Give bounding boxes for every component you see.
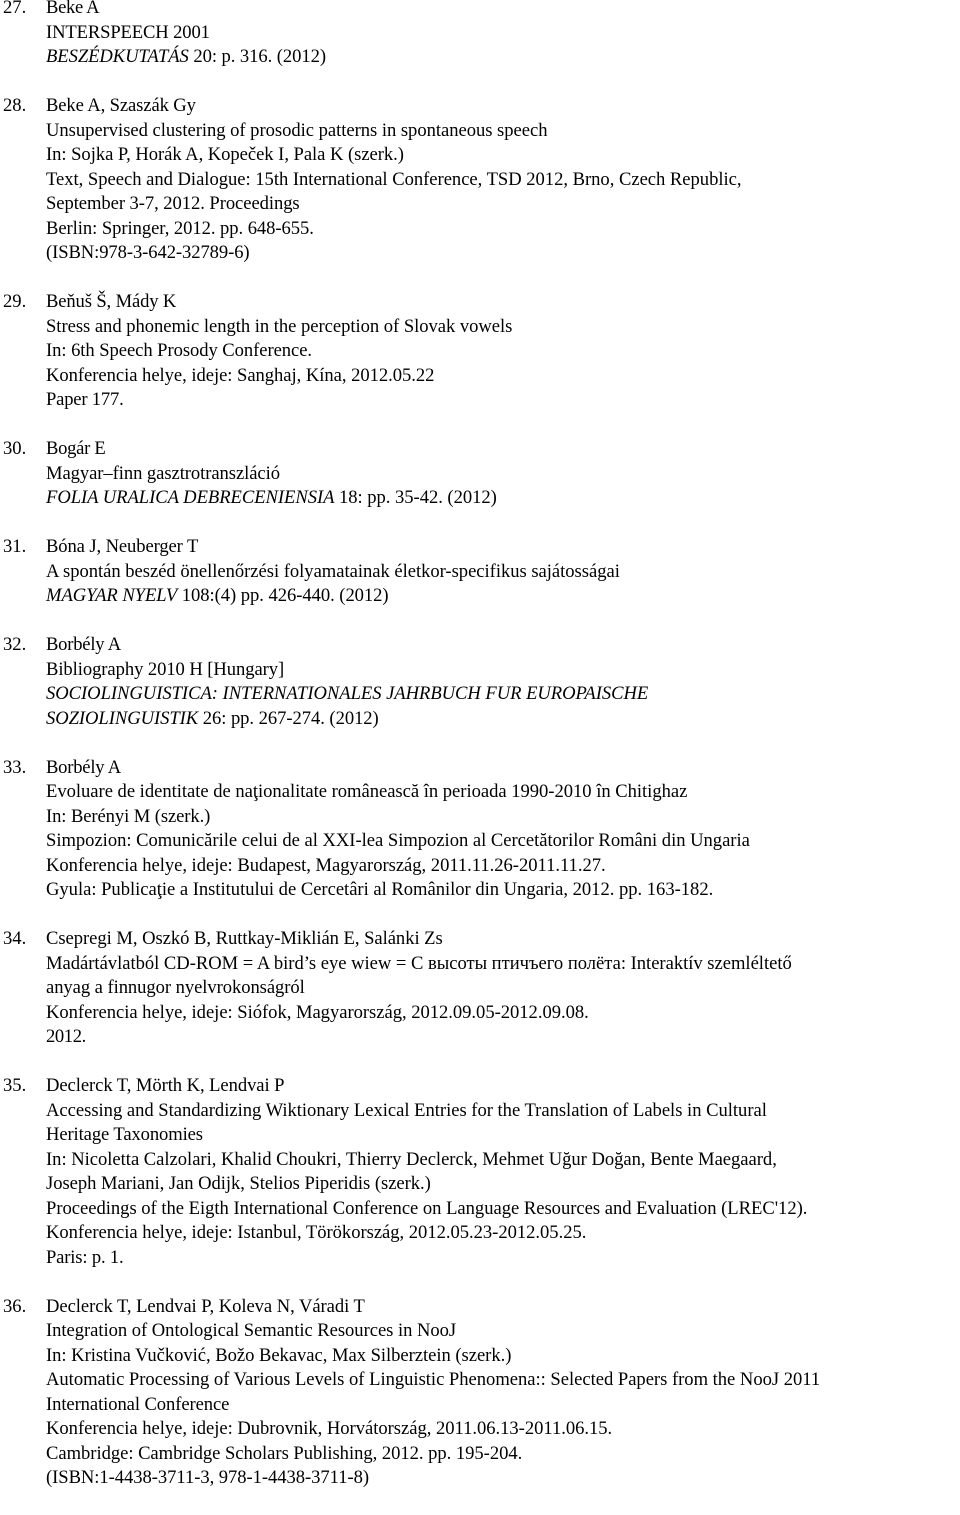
entry-number: 28. [3, 95, 27, 116]
entry-line [46, 143, 960, 168]
entry-line [46, 535, 960, 560]
entry-line [46, 1295, 960, 1320]
text-segment: Simpozion: Comunicările celui de al XXI-lea Simpozion al Cercetătorilor Români din Ungaria [46, 830, 750, 851]
entry-line [46, 1246, 960, 1271]
text-segment: (ISBN:978-3-642-32789-6) [46, 242, 250, 263]
entry-line [46, 560, 960, 585]
entry-lines [46, 1295, 960, 1491]
entry-line [46, 829, 960, 854]
entry-line [46, 364, 960, 389]
journal-title: BESZÉDKUTATÁS [46, 46, 189, 67]
entry-line [46, 658, 960, 683]
text-segment: Unsupervised clustering of prosodic patterns in spontaneous speech [46, 119, 548, 141]
entry-line [46, 780, 960, 805]
text-segment: Declerck T, Mörth K, Lendvai P [46, 1075, 285, 1096]
text-segment: Borbély A [46, 634, 121, 655]
entry-lines [46, 535, 960, 609]
text-segment: Magyar–finn gasztrotranszláció [46, 462, 280, 484]
text-segment: Text, Speech and Dialogue: 15th International Conference, TSD 2012, Brno, Czech Republic, [46, 168, 742, 190]
entry-line [46, 290, 960, 315]
bibliography-entry [0, 437, 960, 511]
entry-line [46, 976, 960, 1001]
entry-line [46, 756, 960, 781]
text-segment: 108:(4) pp. 426-440. (2012) [177, 585, 389, 606]
text-segment: Proceedings of the Eigth International Conference on Language Resources and Evaluation (LREC'12). [46, 1197, 808, 1219]
text-segment: 2012. [46, 1026, 86, 1047]
entry-line [46, 1319, 960, 1344]
entry-number: 35. [3, 1075, 27, 1096]
entry-number: 34. [3, 928, 27, 949]
text-segment: In: Nicoletta Calzolari, Khalid Choukri, Thierry Declerck, Mehmet Uğur Doğan, Bente Maegaard, [46, 1148, 777, 1170]
entry-line [46, 119, 960, 144]
text-segment: Gyula: Publicaţie a Institutului de Cercetâri al Românilor din Ungaria, 2012. pp. 163-182. [46, 879, 714, 900]
text-segment: Declerck T, Lendvai P, Koleva N, Váradi T [46, 1295, 365, 1317]
entry-line [46, 388, 960, 413]
bibliography-entry [0, 290, 960, 413]
text-segment: Accessing and Standardizing Wiktionary Lexical Entries for the Translation of Labels in Cultural [46, 1099, 767, 1121]
text-segment: Konferencia helye, ideje: Budapest, Magyarország, 2011.11.26-2011.11.27. [46, 854, 606, 876]
entry-line [46, 241, 960, 266]
entry-lines [46, 756, 960, 903]
entry-line [46, 1172, 960, 1197]
entry-line [46, 878, 960, 903]
text-segment: Borbély A [46, 756, 121, 778]
entry-lines [46, 633, 960, 731]
text-segment: 18: pp. 35-42. (2012) [334, 487, 497, 508]
entry-line [46, 1001, 960, 1026]
text-segment: In: Kristina Vučković, Božo Bekavac, Max Silberztein (szerk.) [46, 1344, 512, 1366]
journal-title: SOCIOLINGUISTICA: INTERNATIONALES JAHRBUCH FUR EUROPAISCHE [46, 683, 649, 704]
bibliography-entry [0, 927, 960, 1050]
entry-number: 32. [3, 634, 27, 655]
entry-line [46, 682, 960, 707]
entry-number: 29. [3, 291, 27, 312]
text-segment: Integration of Ontological Semantic Resources in NooJ [46, 1320, 457, 1341]
entry-number: 36. [3, 1295, 27, 1317]
text-segment: Automatic Processing of Various Levels of Linguistic Phenomena:: Selected Papers from the NooJ 2011 [46, 1369, 821, 1390]
journal-title: MAGYAR NYELV [46, 585, 178, 606]
entry-lines [46, 290, 960, 413]
entry-line [46, 339, 960, 364]
entry-lines [46, 0, 960, 70]
text-segment: Cambridge: Cambridge Scholars Publishing, 2012. pp. 195-204. [46, 1442, 523, 1464]
entry-number: 31. [3, 536, 27, 557]
entry-line [46, 486, 960, 511]
entry-line [46, 168, 960, 193]
entry-number: 30. [3, 438, 27, 459]
bibliography-entry [0, 1074, 960, 1270]
text-segment: In: 6th Speech Prosody Conference. [46, 340, 312, 361]
bibliography-entry [0, 633, 960, 731]
text-segment: September 3-7, 2012. Proceedings [46, 193, 300, 214]
entry-line [46, 584, 960, 609]
text-segment: In: Sojka P, Horák A, Kopeček I, Pala K (szerk.) [46, 144, 404, 165]
bibliography-entry [0, 0, 960, 70]
entry-line [46, 1197, 960, 1222]
entry-line [46, 1466, 960, 1491]
text-segment: Joseph Mariani, Jan Odijk, Stelios Piperidis (szerk.) [46, 1173, 431, 1194]
text-segment: In: Berényi M (szerk.) [46, 805, 211, 827]
entry-line [46, 462, 960, 487]
entry-line [46, 21, 960, 46]
text-segment: Konferencia helye, ideje: Sanghaj, Kína, 2012.05.22 [46, 364, 435, 386]
entry-line [46, 927, 960, 952]
entry-line [46, 45, 960, 70]
entry-line [46, 192, 960, 217]
entry-number: 27. [3, 0, 27, 18]
entry-line [46, 1221, 960, 1246]
entry-line [46, 1099, 960, 1124]
text-segment: Bogár E [46, 438, 106, 459]
text-segment: A spontán beszéd önellenőrzési folyamatainak életkor-specifikus sajátosságai [46, 560, 620, 582]
entry-lines [46, 437, 960, 511]
entry-lines [46, 94, 960, 266]
text-segment: Berlin: Springer, 2012. pp. 648-655. [46, 217, 314, 239]
entry-line [46, 1344, 960, 1369]
text-segment: INTERSPEECH 2001 [46, 21, 210, 43]
entry-line [46, 1417, 960, 1442]
text-segment: Beke A, Szaszák Gy [46, 95, 196, 116]
entry-line [46, 707, 960, 732]
entry-line [46, 854, 960, 879]
entry-line [46, 952, 960, 977]
bibliography-entry [0, 1295, 960, 1491]
entry-line [46, 217, 960, 242]
entry-line [46, 1368, 960, 1393]
entry-line [46, 1123, 960, 1148]
text-segment: Madártávlatból CD-ROM = A bird’s eye wiew = С высоты птичъего полёта: Interaktív szemléltető [46, 952, 792, 974]
text-segment: Beke A [46, 0, 100, 18]
text-segment: Csepregi M, Oszkó B, Ruttkay-Miklián E, Salánki Zs [46, 928, 443, 949]
entry-line [46, 0, 960, 21]
text-segment: Heritage Taxonomies [46, 1124, 203, 1145]
text-segment: International Conference [46, 1393, 230, 1415]
text-segment: Paris: p. 1. [46, 1246, 124, 1268]
text-segment: Bibliography 2010 H [Hungary] [46, 658, 285, 680]
entry-line [46, 633, 960, 658]
entry-line [46, 805, 960, 830]
bibliography-entry [0, 535, 960, 609]
entry-line [46, 437, 960, 462]
bibliography-entry [0, 94, 960, 266]
text-segment: Paper 177. [46, 389, 124, 410]
text-segment: Stress and phonemic length in the perception of Slovak vowels [46, 315, 513, 337]
entry-lines [46, 927, 960, 1050]
text-segment: Beňuš Š, Mády K [46, 291, 177, 312]
text-segment: (ISBN:1-4438-3711-3, 978-1-4438-3711-8) [46, 1467, 370, 1488]
text-segment: 20: p. 316. (2012) [188, 46, 327, 67]
entry-line [46, 1074, 960, 1099]
entry-lines [46, 1074, 960, 1270]
entry-line [46, 1025, 960, 1050]
entry-line [46, 1393, 960, 1418]
text-segment: Bóna J, Neuberger T [46, 536, 199, 557]
entry-line [46, 94, 960, 119]
entry-line [46, 1442, 960, 1467]
journal-title: SOZIOLINGUISTIK [46, 707, 199, 729]
bibliography-entry [0, 756, 960, 903]
journal-title: FOLIA URALICA DEBRECENIENSIA [46, 487, 335, 508]
text-segment: Evoluare de identitate de naţionalitate românească în perioada 1990-2010 în Chitighaz [46, 781, 688, 802]
entry-line [46, 1148, 960, 1173]
text-segment: anyag a finnugor nyelvrokonságról [46, 977, 305, 998]
text-segment: 26: pp. 267-274. (2012) [198, 707, 379, 729]
entry-number: 33. [3, 756, 27, 778]
text-segment: Konferencia helye, ideje: Istanbul, Törökország, 2012.05.23-2012.05.25. [46, 1222, 587, 1243]
entry-line [46, 315, 960, 340]
text-segment: Konferencia helye, ideje: Siófok, Magyarország, 2012.09.05-2012.09.08. [46, 1001, 589, 1023]
text-segment: Konferencia helye, ideje: Dubrovnik, Horvátország, 2011.06.13-2011.06.15. [46, 1418, 613, 1439]
